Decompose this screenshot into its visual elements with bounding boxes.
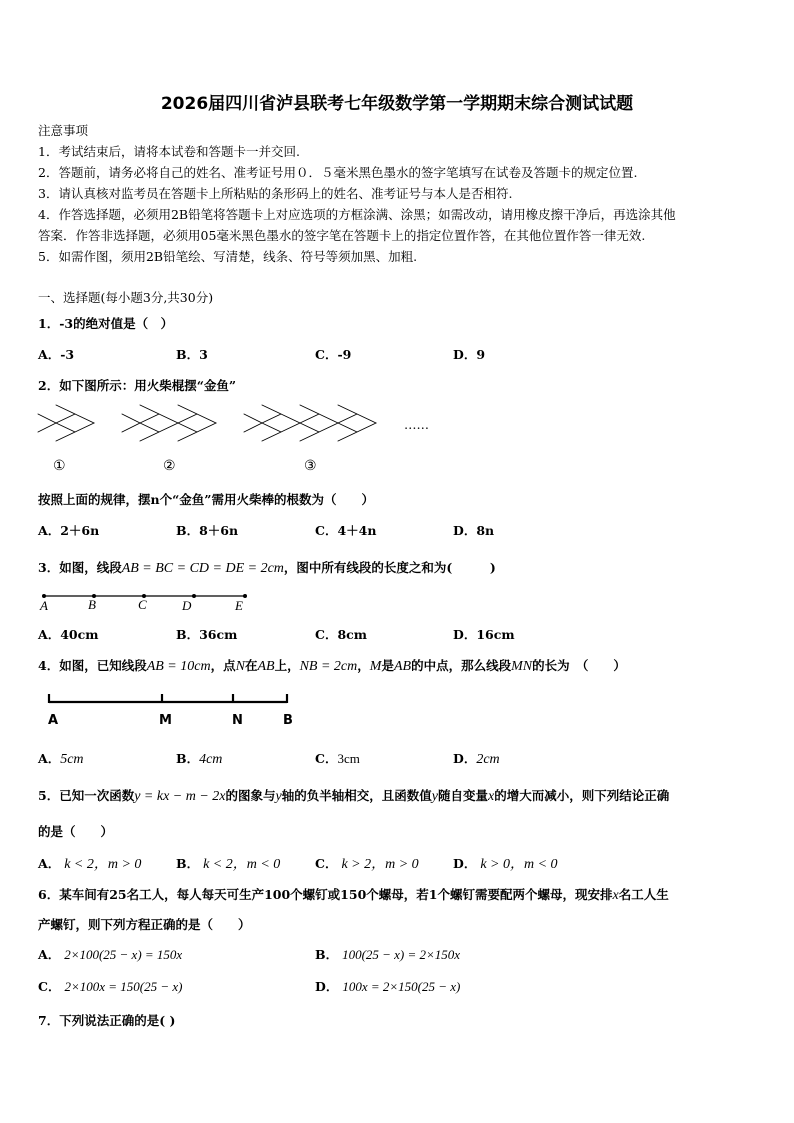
point-label-c: C — [138, 597, 147, 612]
figure-label-3: ③ — [304, 458, 317, 474]
q5-math: y = kx − m − 2x — [134, 789, 226, 804]
q4-option-a: A．5cm — [38, 751, 84, 767]
note-item: 1．考试结束后，请将本试卷和答题卡一并交回. — [38, 144, 300, 159]
q1-option-d: D．9 — [453, 347, 486, 362]
point-label-a: A — [40, 598, 48, 613]
q4-math: M — [369, 659, 382, 674]
q3-option-a: A．40cm — [38, 627, 99, 642]
q5-stem-text: 的图象与 — [225, 788, 276, 803]
point-label-n: N — [232, 713, 243, 728]
q4-option-d: D．2cm — [453, 751, 500, 767]
q6-stem — [38, 885, 669, 904]
q4-stem-text: 上， — [274, 658, 300, 673]
q3-stem — [38, 558, 496, 577]
q2-question: 按照上面的规律，摆n个“金鱼”需用火柴棒的根数为（ ） — [38, 492, 374, 507]
q4-stem-text: 在 — [244, 658, 258, 673]
q6-option-b: B． 100(25 − x) = 2×150x — [315, 947, 461, 962]
q4-segment-figure — [0, 690, 320, 710]
note-item: 3．请认真核对监考员在答题卡上所粘贴的条形码上的姓名、准考证号与本人是否相符. — [38, 186, 513, 201]
matchstick-fish-figure — [0, 400, 794, 450]
q6-stem-line2: 产螺钉，则下列方程正确的是（ ） — [38, 917, 251, 932]
figure-label-1: ① — [53, 458, 66, 474]
q4-math: AB — [257, 659, 275, 674]
point-label-m: M — [159, 713, 172, 728]
q1-option-c: C．-9 — [315, 347, 352, 362]
figure-label-2: ② — [163, 458, 176, 474]
q3-option-b: B．36cm — [176, 627, 238, 642]
q4-option-c: C．3cm — [315, 751, 360, 766]
q5-math: y — [431, 789, 438, 804]
page-title: 2026届四川省泸县联考七年级数学第一学期期末综合测试试题 — [160, 94, 634, 114]
q6-option-a: A． 2×100(25 − x) = 150x — [38, 947, 183, 962]
notes-heading: 注意事项 — [38, 123, 89, 138]
q4-stem-text: 是 — [381, 658, 394, 673]
q4-math: MN — [511, 659, 533, 674]
q4-option-b: B．4cm — [176, 751, 223, 767]
ellipsis: …… — [404, 417, 429, 432]
q6-stem-text: 名工人生 — [618, 887, 669, 902]
q5-option-c: C． k > 2，m > 0 — [315, 856, 419, 872]
q6-math: x — [612, 888, 619, 903]
q4-stem-text: ， — [357, 658, 370, 673]
q2-option-c: C．4＋4n — [315, 523, 377, 538]
q5-stem-text: 随自变量 — [437, 788, 488, 803]
q5-stem-text: 轴的负半轴相交，且函数值 — [281, 788, 432, 803]
q5-math: x — [488, 789, 495, 804]
q4-math: N — [235, 659, 245, 674]
q4-stem — [38, 656, 626, 675]
point-label-b: B — [88, 597, 96, 612]
q3-stem-text: 3．如图，线段 — [38, 560, 122, 575]
note-item: 5．如需作图，须用2B铅笔绘、写清楚，线条、符号等须加黑、加粗. — [38, 249, 418, 264]
q1-option-b: B．3 — [176, 347, 208, 362]
q4-math: AB = 10cm — [146, 659, 211, 674]
q4-stem-text: ，点 — [210, 658, 236, 673]
q6-option-d: D． 100x = 2×150(25 − x) — [315, 979, 461, 994]
q1-option-a: A．-3 — [38, 347, 75, 362]
q3-stem-text: ，图中所有线段的长度之和为( ) — [283, 560, 496, 575]
q5-math: y — [275, 789, 282, 804]
q5-option-d: D． k > 0，m < 0 — [453, 856, 558, 872]
point-label-d: D — [182, 598, 192, 613]
q2-option-a: A．2＋6n — [38, 523, 100, 538]
q5-stem-text: 5．已知一次函数 — [38, 788, 135, 803]
q4-math: AB — [393, 659, 412, 674]
q4-stem-text: 的中点，那么线段 — [411, 658, 512, 673]
q3-equation: AB = BC = CD = DE = 2cm — [121, 561, 284, 576]
q4-math: NB = 2cm — [299, 659, 358, 674]
q6-option-c: C． 2×100x = 150(25 − x) — [38, 979, 183, 994]
q5-stem-text: 的增大而减小，则下列结论正确 — [494, 788, 670, 803]
q1-stem: 1．-3的绝对值是（ ） — [38, 316, 174, 331]
q2-option-d: D．8n — [453, 523, 495, 538]
q5-stem-line2: 的是（ ） — [38, 824, 114, 839]
q7-stem: 7．下列说法正确的是( ) — [38, 1013, 176, 1028]
section-heading: 一、选择题(每小题3分,共30分) — [38, 290, 214, 305]
q2-stem: 2．如下图所示：用火柴棍摆“金鱼” — [38, 378, 237, 393]
point-label-b: B — [283, 713, 293, 728]
note-item: 4．作答选择题，必须用2B铅笔将答题卡上对应选项的方框涂满、涂黑；如需改动，请用橡皮擦干净后，再选涂其他 — [38, 207, 676, 222]
note-item: 答案．作答非选择题，必须用05毫米黑色墨水的签字笔在答题卡上的指定位置作答，在其他位置作答一律无效. — [38, 228, 646, 243]
note-item: 2．答题前，请务必将自己的姓名、准考证号用０．５毫米黑色墨水的签字笔填写在试卷及答题卡的规定位置. — [38, 165, 638, 180]
q6-stem-text: 6．某车间有25名工人，每人每天可生产100个螺钉或150个螺母，若1个螺钉需要配两个螺母，现安排 — [38, 887, 613, 902]
q4-stem-text: 4．如图，已知线段 — [38, 658, 147, 673]
q5-stem — [38, 786, 669, 805]
q4-stem-text: 的长为 （ ） — [532, 658, 626, 673]
point-label-a: A — [48, 713, 59, 728]
q3-option-c: C．8cm — [315, 627, 367, 642]
q5-option-a: A． k < 2，m > 0 — [38, 856, 142, 872]
q3-option-d: D．16cm — [453, 627, 515, 642]
q2-option-b: B．8＋6n — [176, 523, 239, 538]
point-label-e: E — [235, 598, 243, 613]
q5-option-b: B． k < 2，m < 0 — [176, 856, 281, 872]
